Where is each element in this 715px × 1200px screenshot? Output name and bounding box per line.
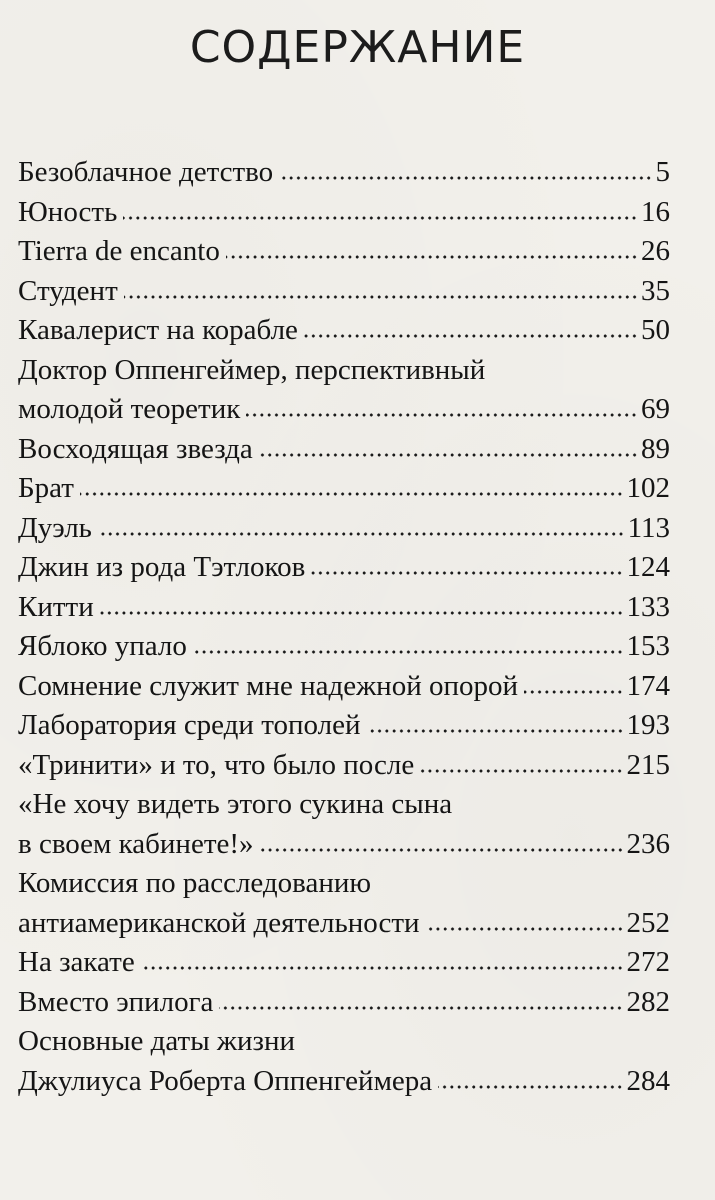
dot-leader	[124, 294, 638, 300]
dot-leader	[100, 610, 624, 616]
toc-entry-title: Tierra de encanto	[18, 235, 220, 267]
toc-entry-line	[18, 351, 670, 391]
toc-entry-title: Восходящая звезда	[18, 432, 253, 465]
toc-entry-title: Лаборатория среди тополей	[18, 709, 361, 741]
toc-page-number: 236	[626, 827, 670, 860]
dot-leader	[311, 570, 623, 576]
dot-leader	[259, 452, 638, 458]
toc-page-number: 26	[641, 235, 670, 267]
toc-entry-line	[18, 864, 670, 904]
toc-entry[interactable]	[18, 588, 670, 628]
toc-entry-title: Основные даты жизни	[18, 1025, 295, 1057]
toc-entry[interactable]	[18, 232, 670, 272]
dot-leader	[193, 649, 624, 655]
toc-page-number: 215	[626, 748, 670, 781]
toc-entry[interactable]	[18, 746, 670, 786]
toc-entry-title: Доктор Оппенгеймер, перспективный	[18, 353, 486, 386]
dot-leader	[246, 412, 638, 418]
toc-entry-line	[18, 825, 670, 865]
toc-entry-title: Дуэль	[18, 511, 92, 544]
toc-page-number: 69	[641, 393, 670, 425]
toc-entry-line	[18, 904, 670, 944]
toc-page-number: 50	[641, 314, 670, 346]
table-of-contents	[18, 153, 670, 1101]
toc-entry[interactable]	[18, 667, 670, 707]
toc-entry-line	[18, 627, 670, 667]
toc-entry[interactable]	[18, 548, 670, 588]
toc-entry-title: молодой теоретик	[18, 393, 241, 425]
toc-entry-title: Джин из рода Тэтлоков	[18, 551, 306, 583]
toc-entry[interactable]	[18, 627, 670, 667]
toc-entry-title: Джулиуса Роберта Оппенгеймера	[18, 1064, 433, 1097]
toc-page-number: 35	[641, 274, 670, 307]
toc-entry[interactable]	[18, 1022, 670, 1101]
toc-entry-line	[18, 430, 670, 470]
toc-entry-title: Студент	[18, 274, 118, 307]
toc-page-number: 89	[641, 432, 670, 465]
toc-entry[interactable]	[18, 430, 670, 470]
dot-leader	[226, 254, 638, 260]
toc-entry-title: Сомнение служит мне надежной опорой	[18, 669, 519, 702]
dot-leader	[260, 847, 624, 853]
toc-entry[interactable]	[18, 351, 670, 430]
toc-entry-line	[18, 469, 670, 509]
toc-entry-title: антиамериканской деятельности	[18, 906, 420, 939]
toc-page-number: 174	[626, 669, 670, 702]
toc-entry-line	[18, 667, 670, 707]
toc-entry-title: Безоблачное детство	[18, 156, 274, 188]
dot-leader	[80, 491, 624, 497]
toc-entry-title: Кавалерист на корабле	[18, 314, 298, 346]
toc-entry-title: «Не хочу видеть этого сукина сына	[18, 788, 453, 820]
toc-entry[interactable]	[18, 193, 670, 233]
toc-entry-title: Яблоко упало	[18, 630, 187, 662]
toc-entry-title: Комиссия по расследованию	[18, 867, 372, 899]
page-title: СОДЕРЖАНИЕ	[189, 22, 526, 73]
toc-entry-line	[18, 785, 670, 825]
toc-entry-line	[18, 588, 670, 628]
toc-entry[interactable]	[18, 311, 670, 351]
toc-page-number: 124	[626, 551, 670, 583]
toc-entry-title: На закате	[18, 946, 135, 978]
toc-entry[interactable]	[18, 706, 670, 746]
dot-leader	[367, 728, 624, 734]
toc-page-number: 102	[626, 472, 670, 504]
toc-entry-title: Китти	[18, 590, 94, 623]
dot-leader	[420, 768, 623, 774]
toc-entry-line	[18, 983, 670, 1023]
toc-page-number: 153	[626, 630, 670, 662]
toc-entry[interactable]	[18, 469, 670, 509]
toc-page-number: 272	[626, 946, 670, 978]
toc-page-number: 133	[626, 590, 670, 623]
dot-leader	[98, 531, 625, 537]
dot-leader	[219, 1005, 623, 1011]
toc-entry-line	[18, 746, 670, 786]
dot-leader	[123, 215, 638, 221]
toc-entry-title: Вместо эпилога	[18, 985, 214, 1018]
toc-entry[interactable]	[18, 272, 670, 312]
dot-leader	[524, 689, 623, 695]
dot-leader	[304, 333, 638, 339]
toc-page-number: 282	[626, 985, 670, 1018]
dot-leader	[426, 926, 624, 932]
toc-entry[interactable]	[18, 153, 670, 193]
toc-entry-title: Юность	[18, 195, 118, 228]
toc-page-number: 113	[627, 511, 670, 544]
toc-entry-line	[18, 1022, 670, 1062]
toc-entry-line	[18, 943, 670, 983]
toc-page-number: 284	[626, 1064, 670, 1097]
toc-entry-line	[18, 193, 670, 233]
toc-entry-title: Брат	[18, 472, 74, 504]
toc-entry-line	[18, 509, 670, 549]
toc-entry-title: «Тринити» и то, что было после	[18, 748, 415, 781]
toc-entry-line	[18, 548, 670, 588]
dot-leader	[141, 965, 624, 971]
toc-entry-line	[18, 390, 670, 430]
dot-leader	[438, 1084, 623, 1090]
toc-page-number: 5	[655, 156, 670, 188]
toc-entry[interactable]	[18, 864, 670, 943]
toc-entry-line	[18, 232, 670, 272]
toc-page-number: 16	[641, 195, 670, 228]
toc-page-number: 193	[626, 709, 670, 741]
toc-entry-line	[18, 1062, 670, 1102]
toc-entry-line	[18, 272, 670, 312]
toc-entry-line	[18, 153, 670, 193]
toc-entry[interactable]	[18, 943, 670, 983]
toc-entry[interactable]	[18, 509, 670, 549]
toc-entry[interactable]	[18, 983, 670, 1023]
toc-entry-line	[18, 311, 670, 351]
toc-entry[interactable]	[18, 785, 670, 864]
toc-page-number: 252	[626, 906, 670, 939]
toc-entry-title: в своем кабинете!»	[18, 827, 254, 860]
dot-leader	[279, 175, 652, 181]
toc-entry-line	[18, 706, 670, 746]
